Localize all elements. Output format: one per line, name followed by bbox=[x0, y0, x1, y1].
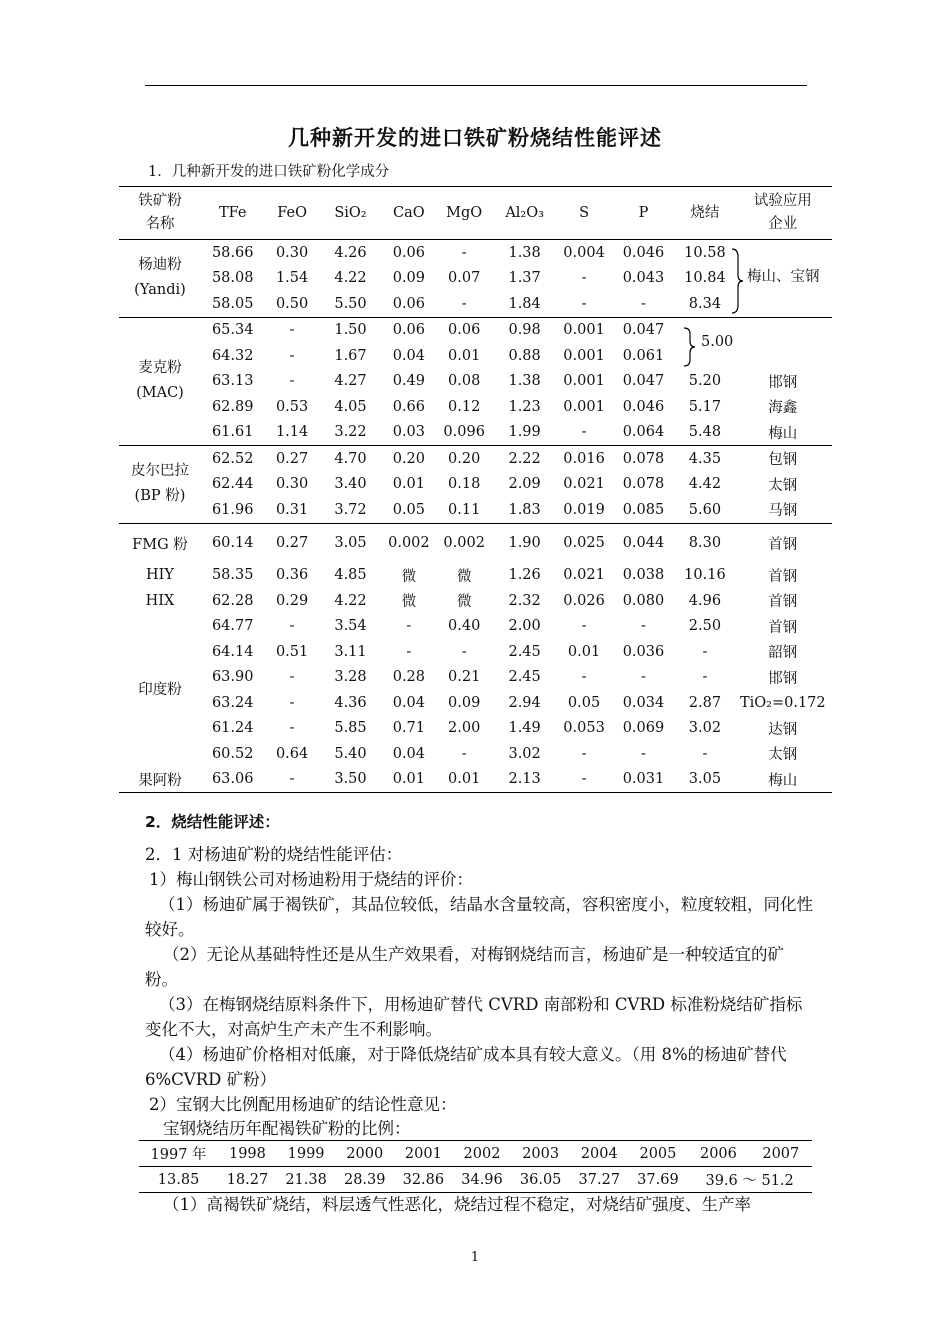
cell: 0.30 bbox=[264, 240, 319, 266]
year-cell: 2007 bbox=[750, 1141, 812, 1167]
para-1-3: （3）在梅钢烧结原料条件下，用杨迪矿替代 CVRD 南部粉和 CVRD 标准粉烧结矿指标变化不大，对高炉生产未产生不利影响。 bbox=[145, 995, 803, 1039]
cell: 微 bbox=[401, 568, 417, 585]
header-8: 烧结 bbox=[690, 204, 720, 221]
cell: 3.72 bbox=[334, 501, 367, 518]
cell: 0.001 bbox=[563, 347, 605, 364]
cell: 3.11 bbox=[334, 643, 367, 660]
composition-table bbox=[119, 186, 832, 793]
table-row bbox=[119, 369, 832, 395]
cell: 5.48 bbox=[688, 424, 722, 441]
header-6: S bbox=[579, 204, 589, 221]
cell: 0.019 bbox=[563, 501, 605, 518]
cell: 0.49 bbox=[392, 373, 426, 390]
cell: 2.22 bbox=[492, 446, 558, 472]
cell: - bbox=[581, 424, 587, 441]
cell: 2.00 bbox=[508, 618, 541, 635]
cell: 2.32 bbox=[508, 592, 541, 609]
header-5: Al₂O₃ bbox=[505, 204, 544, 221]
year-cell: 2004 bbox=[570, 1141, 629, 1167]
year-cell: 2002 bbox=[453, 1141, 512, 1167]
year-cell: 1998 bbox=[218, 1141, 277, 1167]
para-1-4: （4）杨迪矿价格相对低廉，对于降低烧结矿成本具有较大意义。（用 8%的杨迪矿替代 6%CVRD 矿粉） bbox=[145, 1045, 787, 1089]
ratio-cell: 37.69 bbox=[629, 1167, 688, 1193]
cell: 微 bbox=[401, 594, 417, 611]
cell: - bbox=[289, 618, 295, 635]
cell: 0.096 bbox=[443, 424, 485, 441]
cell: 0.07 bbox=[448, 270, 481, 287]
year-table-caption: 宝钢烧结历年配褐铁矿粉的比例： bbox=[163, 1119, 411, 1138]
cell: - bbox=[641, 618, 646, 635]
para-1-2: （2）无论从基础特性还是从生产效果看，对梅钢烧结而言，杨迪矿是一种较适宜的矿粉。 bbox=[145, 945, 784, 989]
cell: 5.20 bbox=[688, 373, 722, 390]
ore-name: 果阿粉 bbox=[138, 772, 182, 789]
year-cell: 2006 bbox=[687, 1141, 749, 1167]
cell: 2.45 bbox=[508, 643, 541, 660]
cell: 0.001 bbox=[563, 373, 605, 390]
brace-icon bbox=[682, 326, 696, 372]
cell: - bbox=[289, 373, 295, 390]
cell: - bbox=[289, 347, 295, 364]
cell: 首钢 bbox=[768, 619, 798, 636]
cell: 8.30 bbox=[676, 523, 733, 563]
cell: 0.28 bbox=[392, 669, 426, 686]
section-2-heading: 2．烧结性能评述： bbox=[145, 813, 280, 831]
header-0: TFe bbox=[218, 204, 247, 221]
cell: 62.89 bbox=[211, 398, 254, 415]
page-number: 1 bbox=[470, 1250, 480, 1265]
cell: 0.061 bbox=[622, 347, 665, 364]
cell: 1.14 bbox=[275, 424, 309, 441]
cell: 5.85 bbox=[334, 720, 367, 737]
table-row bbox=[119, 523, 832, 563]
cell: 首钢 bbox=[768, 568, 798, 585]
table-row bbox=[119, 291, 832, 317]
cell: 0.01 bbox=[567, 643, 601, 660]
cell: 2.13 bbox=[508, 771, 541, 788]
ore-name: HIX bbox=[145, 592, 175, 609]
cell: - bbox=[702, 745, 708, 762]
cell: 0.40 bbox=[448, 618, 481, 635]
header-3: CaO bbox=[393, 204, 425, 221]
cell: 64.32 bbox=[211, 347, 254, 364]
cell: 61.24 bbox=[211, 720, 254, 737]
cell: 4.27 bbox=[334, 373, 367, 390]
header-app: 试验应用 企业 bbox=[753, 193, 812, 232]
cell: 梅山 bbox=[768, 425, 798, 442]
cell: 10.58 bbox=[676, 240, 733, 266]
table-row bbox=[119, 240, 832, 266]
cell: - bbox=[641, 745, 646, 762]
cell: - bbox=[581, 669, 587, 686]
table-row bbox=[119, 716, 832, 742]
cell: 3.02 bbox=[688, 720, 722, 737]
cell: 0.29 bbox=[275, 592, 309, 609]
ratio-cell: 32.86 bbox=[394, 1167, 453, 1193]
cell: 3.22 bbox=[334, 424, 367, 441]
cell: 10.84 bbox=[684, 270, 726, 287]
table-row bbox=[119, 665, 832, 691]
cell: 0.080 bbox=[622, 592, 665, 609]
cell: 0.001 bbox=[557, 317, 610, 343]
ratio-cell: 13.85 bbox=[139, 1167, 218, 1193]
cell bbox=[734, 291, 832, 317]
cell: 2.00 bbox=[448, 720, 481, 737]
cell: 3.54 bbox=[334, 618, 367, 635]
cell: 0.064 bbox=[622, 424, 665, 441]
cell: 58.66 bbox=[201, 240, 265, 266]
cell: 0.036 bbox=[622, 643, 665, 660]
cell: 0.31 bbox=[275, 501, 309, 518]
cell: 63.13 bbox=[211, 373, 254, 390]
year-cell: 2005 bbox=[629, 1141, 688, 1167]
header-rule bbox=[145, 85, 807, 86]
cell: 1.99 bbox=[508, 424, 541, 441]
para-2-1: 2．1 对杨迪矿粉的烧结性能评估： bbox=[145, 845, 403, 864]
cell: - bbox=[641, 669, 646, 686]
cell: 0.031 bbox=[622, 771, 665, 788]
cell: 首钢 bbox=[734, 523, 832, 563]
cell: 5.40 bbox=[334, 745, 367, 762]
cell: 4.22 bbox=[334, 592, 367, 609]
cell: 0.88 bbox=[508, 347, 541, 364]
cell: 0.06 bbox=[381, 240, 436, 266]
cell: 0.09 bbox=[448, 694, 481, 711]
cell: 8.34 bbox=[688, 295, 722, 312]
ratio-cell: 21.38 bbox=[277, 1167, 336, 1193]
table-row bbox=[119, 497, 832, 523]
cell: 10.16 bbox=[684, 567, 726, 584]
cell: 韶钢 bbox=[768, 645, 798, 662]
cell: 0.01 bbox=[392, 771, 426, 788]
cell: 0.36 bbox=[275, 567, 309, 584]
cell: 0.04 bbox=[392, 745, 426, 762]
cell: 2.50 bbox=[688, 618, 722, 635]
table-row bbox=[119, 741, 832, 767]
table-row bbox=[119, 767, 832, 793]
table-row bbox=[119, 472, 832, 498]
cell: 63.90 bbox=[211, 669, 254, 686]
cell: 62.28 bbox=[211, 592, 254, 609]
cell: 60.14 bbox=[201, 523, 265, 563]
table-row bbox=[119, 690, 832, 716]
header-2: SiO₂ bbox=[334, 204, 367, 221]
cell: 0.078 bbox=[611, 446, 677, 472]
cell: - bbox=[702, 643, 708, 660]
cell: 1.83 bbox=[508, 501, 541, 518]
cell: 64.77 bbox=[211, 618, 254, 635]
cell: 3.40 bbox=[334, 476, 367, 493]
page-title: 几种新开发的进口铁矿粉烧结性能评述 bbox=[288, 126, 662, 150]
cell: 1.90 bbox=[492, 523, 558, 563]
cell: 0.01 bbox=[392, 476, 426, 493]
year-cell: 1999 bbox=[277, 1141, 336, 1167]
cell: 1.37 bbox=[508, 270, 541, 287]
cell: 0.038 bbox=[622, 567, 665, 584]
ratio-row bbox=[139, 1167, 812, 1193]
cell: 4.42 bbox=[688, 476, 722, 493]
table-row bbox=[119, 563, 832, 589]
table-row bbox=[119, 446, 832, 472]
cell: 58.05 bbox=[211, 295, 254, 312]
cell: - bbox=[461, 745, 467, 762]
cell: 梅山 bbox=[768, 772, 798, 789]
cell: - bbox=[289, 771, 295, 788]
cell: 0.21 bbox=[448, 669, 481, 686]
cell: 首钢 bbox=[768, 594, 798, 611]
cell: - bbox=[702, 669, 708, 686]
cell: 58.08 bbox=[211, 270, 254, 287]
para-last: （1）高褐铁矿烧结，料层透气性恶化，烧结过程不稳定，对烧结矿强度、生产率 bbox=[163, 1195, 751, 1214]
cell: 61.61 bbox=[211, 424, 254, 441]
cell: 65.34 bbox=[201, 317, 265, 343]
cell: 马钢 bbox=[768, 503, 798, 520]
cell: 4.22 bbox=[334, 270, 367, 287]
cell: 太钢 bbox=[768, 747, 798, 764]
ore-name: 皮尔巴拉 (BP 粉) bbox=[119, 446, 201, 524]
cell: - bbox=[289, 720, 295, 737]
cell: 1.84 bbox=[508, 295, 541, 312]
mac-merged: 5.00 bbox=[701, 334, 734, 350]
year-cell: 2001 bbox=[394, 1141, 453, 1167]
cell: 0.025 bbox=[557, 523, 610, 563]
cell: 4.26 bbox=[320, 240, 381, 266]
ore-name: 印度粉 bbox=[138, 681, 182, 698]
ratio-cell: 34.96 bbox=[453, 1167, 512, 1193]
year-ratio-table bbox=[139, 1140, 812, 1193]
cell: 0.078 bbox=[622, 476, 665, 493]
cell: 0.021 bbox=[563, 567, 605, 584]
cell: 0.05 bbox=[392, 501, 426, 518]
cell: 0.06 bbox=[381, 317, 436, 343]
para-1-1: （1）杨迪矿属于褐铁矿，其品位较低，结晶水含量较高，容积密度小，粒度较粗，同化性较好。 bbox=[145, 895, 813, 939]
section-1-heading: 1．几种新开发的进口铁矿粉化学成分 bbox=[148, 164, 390, 180]
cell: - bbox=[581, 745, 587, 762]
cell: 62.44 bbox=[211, 476, 254, 493]
cell: 0.03 bbox=[392, 424, 426, 441]
ratio-cell: 18.27 bbox=[218, 1167, 277, 1193]
para-1: 1）梅山钢铁公司对杨迪粉用于烧结的评价： bbox=[149, 870, 473, 889]
ratio-cell: 37.27 bbox=[570, 1167, 629, 1193]
cell: 5.60 bbox=[688, 501, 722, 518]
cell: 0.08 bbox=[448, 373, 481, 390]
year-cell: 2000 bbox=[335, 1141, 394, 1167]
cell: 0.09 bbox=[392, 270, 426, 287]
cell: 0.51 bbox=[275, 643, 309, 660]
cell: 4.85 bbox=[334, 567, 367, 584]
cell: 2.09 bbox=[508, 476, 541, 493]
cell: - bbox=[461, 643, 467, 660]
table-row bbox=[119, 588, 832, 614]
cell: 64.14 bbox=[211, 643, 254, 660]
cell: 0.50 bbox=[275, 295, 309, 312]
cell: 0.71 bbox=[392, 720, 426, 737]
cell: 1.67 bbox=[334, 347, 367, 364]
cell: 63.24 bbox=[211, 694, 254, 711]
table-row bbox=[119, 420, 832, 446]
cell: - bbox=[437, 240, 492, 266]
cell: 1.38 bbox=[508, 373, 541, 390]
ore-name: 麦克粉 (MAC) bbox=[119, 317, 201, 446]
year-row bbox=[139, 1141, 812, 1167]
cell: 1.23 bbox=[508, 398, 541, 415]
cell: 4.05 bbox=[334, 398, 367, 415]
cell: 5.17 bbox=[688, 398, 722, 415]
cell: 1.26 bbox=[508, 567, 541, 584]
cell: 0.53 bbox=[275, 398, 309, 415]
cell: - bbox=[406, 643, 412, 660]
cell: 2.87 bbox=[688, 694, 722, 711]
header-1: FeO bbox=[277, 204, 307, 221]
cell: 0.20 bbox=[437, 446, 492, 472]
cell: 3.28 bbox=[334, 669, 367, 686]
cell: 0.053 bbox=[563, 720, 605, 737]
cell: 0.046 bbox=[611, 240, 677, 266]
cell: 0.021 bbox=[563, 476, 605, 493]
cell: 61.96 bbox=[211, 501, 254, 518]
yandi-app: 梅山、宝钢 bbox=[747, 269, 820, 285]
cell: 0.047 bbox=[622, 373, 665, 390]
cell: 0.044 bbox=[611, 523, 677, 563]
cell: 63.06 bbox=[211, 771, 254, 788]
cell: - bbox=[581, 771, 587, 788]
cell: 0.069 bbox=[622, 720, 665, 737]
cell: 邯钢 bbox=[768, 670, 798, 687]
para-2: 2）宝钢大比例配用杨迪矿的结论性意见： bbox=[149, 1095, 457, 1114]
cell: - bbox=[581, 295, 587, 312]
cell: 0.01 bbox=[448, 347, 481, 364]
cell: 0.12 bbox=[448, 398, 481, 415]
cell: 0.026 bbox=[563, 592, 605, 609]
cell: 太钢 bbox=[768, 477, 798, 494]
cell bbox=[734, 240, 832, 266]
cell bbox=[734, 317, 832, 343]
cell: - bbox=[289, 694, 295, 711]
ore-name: HIY bbox=[146, 567, 174, 584]
cell: 0.30 bbox=[275, 476, 309, 493]
cell: 4.70 bbox=[320, 446, 381, 472]
cell: - bbox=[289, 669, 295, 686]
cell: - bbox=[641, 295, 646, 312]
table-row bbox=[119, 614, 832, 640]
cell: 58.35 bbox=[211, 567, 254, 584]
cell: 3.05 bbox=[320, 523, 381, 563]
cell: 微 bbox=[456, 568, 472, 585]
cell: TiO₂=0.172 bbox=[739, 694, 826, 711]
ratio-cell: 39.6 ～ 51.2 bbox=[687, 1167, 812, 1193]
cell: 0.27 bbox=[264, 446, 319, 472]
header-7: P bbox=[638, 204, 649, 221]
cell: 0.047 bbox=[611, 317, 677, 343]
brace-icon bbox=[730, 247, 744, 319]
cell: 1.49 bbox=[508, 720, 541, 737]
year-cell: 1997 年 bbox=[139, 1141, 218, 1167]
cell: 0.034 bbox=[622, 694, 665, 711]
ore-name: FMG 粉 bbox=[119, 523, 201, 563]
cell: 0.27 bbox=[264, 523, 319, 563]
cell: 4.96 bbox=[688, 592, 722, 609]
cell: 0.64 bbox=[275, 745, 309, 762]
cell: 3.02 bbox=[508, 745, 541, 762]
table-row bbox=[119, 639, 832, 665]
cell: 1.38 bbox=[492, 240, 558, 266]
table-header bbox=[119, 187, 832, 240]
cell: - bbox=[461, 295, 467, 312]
header-name: 铁矿粉 名称 bbox=[138, 193, 182, 232]
cell: 邯钢 bbox=[768, 374, 798, 391]
cell: 3.05 bbox=[688, 771, 722, 788]
cell: 1.50 bbox=[320, 317, 381, 343]
cell: 0.18 bbox=[448, 476, 481, 493]
cell: - bbox=[581, 618, 587, 635]
cell bbox=[734, 343, 832, 369]
cell: 海鑫 bbox=[768, 400, 798, 417]
cell: 0.66 bbox=[392, 398, 426, 415]
cell: 0.04 bbox=[392, 694, 426, 711]
ratio-cell: 36.05 bbox=[511, 1167, 570, 1193]
cell: 0.05 bbox=[567, 694, 601, 711]
cell: 1.54 bbox=[275, 270, 309, 287]
cell: 4.36 bbox=[334, 694, 367, 711]
cell: 包钢 bbox=[734, 446, 832, 472]
cell: 达钢 bbox=[768, 721, 798, 738]
cell: 0.002 bbox=[381, 523, 436, 563]
cell: 0.001 bbox=[563, 398, 605, 415]
year-cell: 2003 bbox=[511, 1141, 570, 1167]
cell: 0.98 bbox=[492, 317, 558, 343]
cell: 2.94 bbox=[508, 694, 541, 711]
cell: 0.06 bbox=[392, 295, 426, 312]
cell: 0.043 bbox=[622, 270, 665, 287]
cell: 微 bbox=[456, 594, 472, 611]
cell: 0.002 bbox=[437, 523, 492, 563]
cell: 0.06 bbox=[437, 317, 492, 343]
cell: 0.046 bbox=[622, 398, 665, 415]
cell: 0.01 bbox=[448, 771, 481, 788]
cell: 4.35 bbox=[676, 446, 733, 472]
cell: 0.20 bbox=[381, 446, 436, 472]
ore-name: 杨迪粉 (Yandi) bbox=[119, 240, 201, 318]
cell: - bbox=[581, 270, 587, 287]
cell: 0.11 bbox=[448, 501, 481, 518]
cell: - bbox=[264, 317, 319, 343]
table-row bbox=[119, 266, 832, 292]
cell: 3.50 bbox=[334, 771, 367, 788]
ratio-cell: 28.39 bbox=[335, 1167, 394, 1193]
cell: 60.52 bbox=[211, 745, 254, 762]
cell: - bbox=[406, 618, 412, 635]
cell: 62.52 bbox=[201, 446, 265, 472]
cell: 0.04 bbox=[392, 347, 426, 364]
cell: 0.085 bbox=[622, 501, 665, 518]
cell: 0.016 bbox=[557, 446, 610, 472]
table-row bbox=[119, 394, 832, 420]
header-4: MgO bbox=[446, 204, 483, 221]
cell: 5.50 bbox=[334, 295, 367, 312]
cell: 2.45 bbox=[508, 669, 541, 686]
cell: 0.004 bbox=[557, 240, 610, 266]
